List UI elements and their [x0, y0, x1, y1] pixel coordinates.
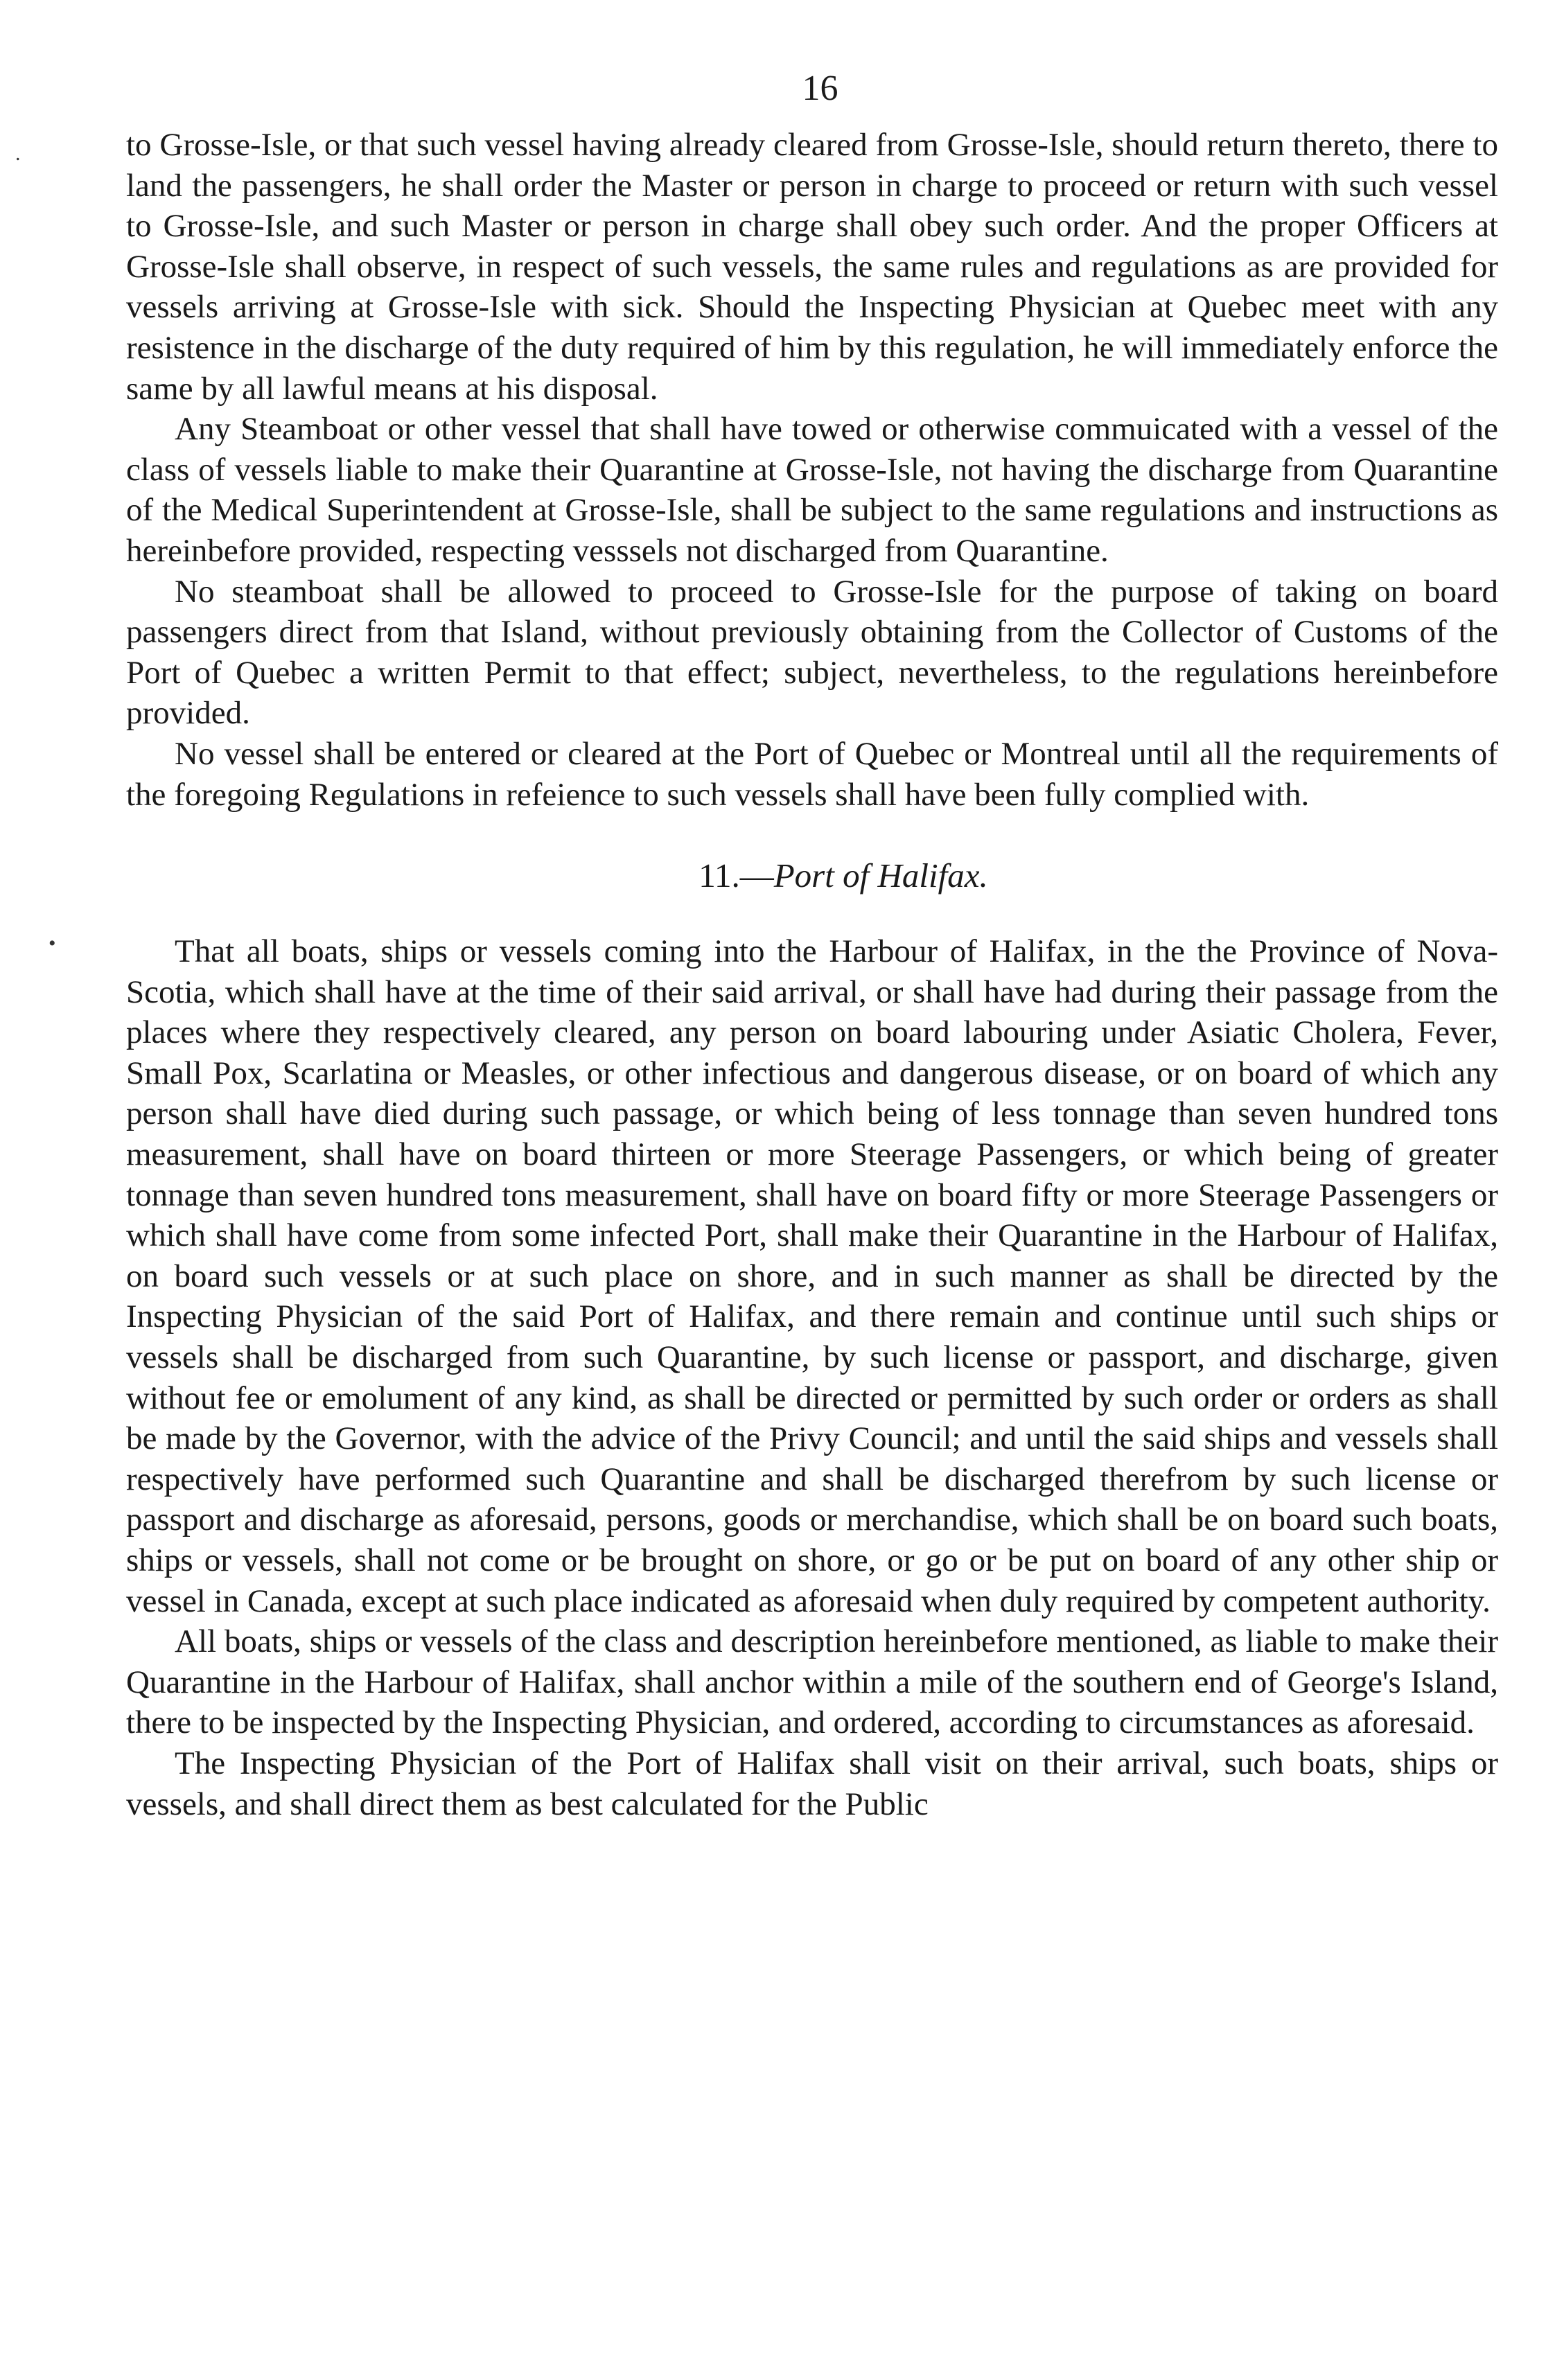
- margin-dot: •: [49, 932, 56, 955]
- page-body: [126, 125, 1498, 1824]
- paragraph: The Inspecting Physician of the Port of Halifax shall visit on their arrival, such boats, ships or vessels, and shall direct them as best calculated for the Public: [126, 1745, 1498, 1822]
- paragraph: That all boats, ships or vessels coming into the Harbour of Halifax, in the the Province of Nova-Scotia, which shall have at the time of their said arrival, or shall have had during their passage from the places where they respectively cleared, any person on board labouring under Asiatic Cholera, Fever, Small Pox, Scarlatina or Measles, or other infectious and dangerous disease, or on board of which any person shall have died during such passage, or which being of less tonnage than seven hundred tons measurement, shall have on board thirteen or more Steerage Passengers, or which being of greater tonnage than seven hundred tons measurement, shall have on board fifty or more Steerage Passengers or which shall have come from some infected Port, shall make their Quarantine in the Harbour of Halifax, on board such vessels or at such place on shore, and in such manner as shall be directed by the Inspecting Physician of the said Port of Halifax, and there remain and continue until such ships or vessels shall be discharged from such Quarantine, by such license or passport, and discharge, given without fee or emolument of any kind, as shall be directed or permitted by such order or orders as shall be made by the Governor, with the advice of the Privy Council; and until the said ships and vessels shall respectively have performed such Quarantine and shall be discharged therefrom by such license or passport and discharge as aforesaid, persons, goods or merchandise, which shall be on board such boats, ships or vessels, shall not come or be brought on shore, or go or be put on board of any other ship or vessel in Canada, except at such place indicated as aforesaid when duly required by competent authority.: [126, 933, 1498, 1619]
- paragraph: All boats, ships or vessels of the class and description hereinbefore mentioned, as liable to make their Quarantine in the Harbour of Halifax, shall anchor within a mile of the southern end of George's Island, there to be inspected by the Inspecting Physician, and ordered, according to circumstances as aforesaid.: [126, 1623, 1498, 1741]
- section-title: Port of Halifax.: [773, 856, 988, 895]
- section-heading: [126, 855, 1498, 897]
- paragraph: to Grosse-Isle, or that such vessel having already cleared from Grosse-Isle, should return thereto, there to land the passengers, he shall order the Master or person in charge to proceed or return with such vessel to Grosse-Isle, and such Master or person in charge shall obey such order. And the proper Officers at Grosse-Isle shall observe, in respect of such vessels, the same rules and regulations as are provided for vessels arriving at Grosse-Isle with sick. Should the Inspecting Physician at Quebec meet with any resistence in the discharge of the duty required of him by this regulation, he will immediately enforce the same by all lawful means at his disposal.: [126, 127, 1498, 407]
- paragraph: Any Steamboat or other vessel that shall have towed or otherwise commuicated with a vessel of the class of vessels liable to make their Quarantine at Grosse-Isle, not having the discharge from Quarantine of the Medical Superintendent at Grosse-Isle, shall be subject to the same regulations and instructions as hereinbefore provided, respecting vesssels not discharged from Quarantine.: [126, 411, 1498, 569]
- paragraph: No steamboat shall be allowed to proceed to Grosse-Isle for the purpose of taking on board passengers direct from that Island, without previously obtaining from the Collector of Customs of the Port of Quebec a written Permit to that effect; subject, nevertheless, to the regulations hereinbefore provided.: [126, 573, 1498, 732]
- margin-dot: .: [15, 142, 21, 165]
- paragraph: No vessel shall be entered or cleared at the Port of Quebec or Montreal until all the requirements of the foregoing Regulations in refeience to such vessels shall have been fully complied with.: [126, 735, 1498, 813]
- page-number: 16: [802, 69, 838, 108]
- section-number: 11.—: [698, 856, 774, 895]
